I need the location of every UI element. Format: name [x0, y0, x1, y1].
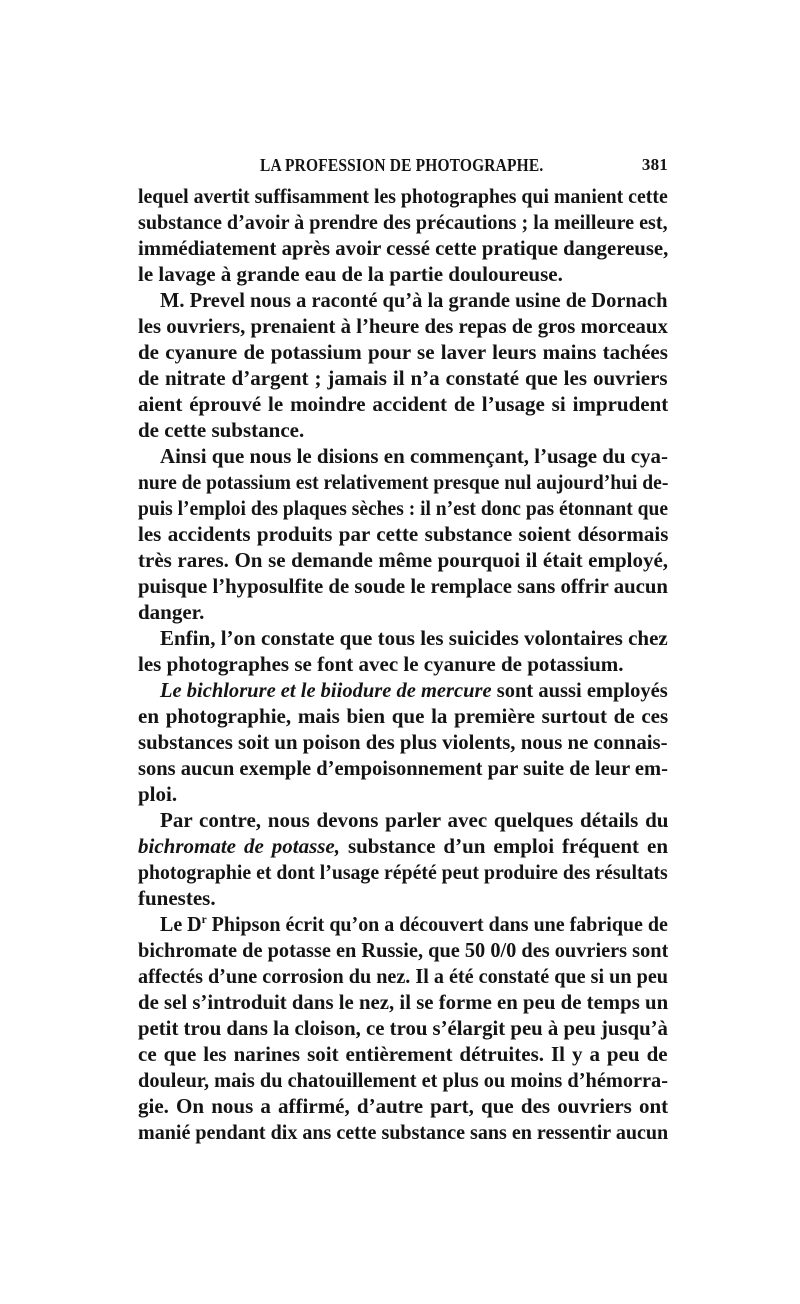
line-text: puis l’emploi des plaques sèches : il n’est donc pas étonnant que	[138, 496, 668, 520]
line-text: M. Prevel nous a raconté qu’à la grande usine de Dornach	[160, 288, 668, 312]
line-text: affectés d’une corrosion du nez. Il a été constaté que si un peu	[138, 964, 668, 988]
line-text: photographie et dont l’usage répété peut produire des résultats	[138, 860, 668, 884]
line-text: les photographes se font avec le cyanure de potassium.	[138, 652, 624, 676]
text-line	[138, 807, 668, 833]
line-text: substance d’avoir à prendre des précautions ; la meilleure est,	[138, 210, 668, 234]
text-line	[138, 625, 668, 651]
text-line	[138, 833, 668, 859]
text-line	[138, 495, 668, 521]
body-text	[138, 183, 668, 1145]
line-text: le lavage à grande eau de la partie douloureuse.	[138, 262, 563, 286]
line-text: aient éprouvé le moindre accident de l’usage si imprudent	[138, 392, 668, 416]
text-line	[138, 885, 668, 911]
line-text: de cyanure de potassium pour se laver leurs mains tachées	[138, 340, 668, 364]
page-number: 381	[641, 155, 668, 174]
text-line	[138, 235, 668, 261]
line-text: de sel s’introduit dans le nez, il se forme en peu de temps un	[138, 990, 668, 1014]
text-line	[138, 391, 668, 417]
text-line	[138, 339, 668, 365]
line-prefix: Le D	[160, 912, 202, 936]
text-line	[138, 859, 668, 885]
text-line	[138, 1015, 668, 1041]
text-line	[138, 547, 668, 573]
italic-term: Le bichlorure et le biiodure de mercure	[160, 678, 492, 702]
text-line	[138, 651, 668, 677]
italic-term: bichromate de potasse,	[138, 834, 340, 858]
running-title: LA PROFESSION DE PHOTOGRAPHE.	[260, 155, 544, 175]
line-text: de nitrate d’argent ; jamais il n’a constaté que les ouvriers	[138, 366, 668, 390]
line-text: les ouvriers, prenaient à l’heure des repas de gros morceaux	[138, 314, 668, 338]
text-line	[138, 573, 668, 599]
line-text: douleur, mais du chatouillement et plus ou moins d’hémorra-	[138, 1068, 668, 1092]
text-line	[138, 781, 668, 807]
page-header	[138, 152, 668, 182]
line-text: substances soit un poison des plus violents, nous ne connais-	[138, 730, 668, 754]
line-text: ploi.	[138, 782, 178, 806]
line-text: sons aucun exemple d’empoisonnement par suite de leur em-	[138, 756, 668, 780]
text-line	[138, 729, 668, 755]
line-text: sont aussi employés	[491, 678, 668, 702]
line-text: substance d’un emploi fréquent en	[340, 834, 668, 858]
text-line	[138, 313, 668, 339]
text-line	[138, 183, 668, 209]
superscript: r	[201, 912, 207, 926]
line-text: puisque l’hyposulfite de soude le remplace sans offrir aucun	[138, 574, 668, 598]
text-line	[138, 989, 668, 1015]
line-text: danger.	[138, 600, 205, 624]
line-text: lequel avertit suffisamment les photographes qui manient cette	[138, 184, 668, 208]
text-line	[138, 1093, 668, 1119]
text-line	[138, 443, 668, 469]
line-text: Enfin, l’on constate que tous les suicides volontaires chez	[160, 626, 668, 650]
text-line	[138, 1067, 668, 1093]
text-line	[138, 469, 668, 495]
line-text: Ainsi que nous le disions en commençant, l’usage du cya-	[160, 444, 668, 468]
text-line	[138, 755, 668, 781]
text-line	[138, 937, 668, 963]
line-text: Par contre, nous devons parler avec quelques détails du	[160, 808, 668, 832]
line-text: en photographie, mais bien que la première surtout de ces	[138, 704, 668, 728]
line-text: gie. On nous a affirmé, d’autre part, que des ouvriers ont	[138, 1094, 668, 1118]
text-line	[138, 287, 668, 313]
line-text: petit trou dans la cloison, ce trou s’élargit peu à peu jusqu’à	[138, 1016, 668, 1040]
text-line	[138, 963, 668, 989]
line-text: très rares. On se demande même pourquoi il était employé,	[138, 548, 668, 572]
text-line	[138, 599, 668, 625]
text-line	[138, 261, 668, 287]
text-line	[138, 521, 668, 547]
line-text: les accidents produits par cette substance soient désormais	[138, 522, 668, 546]
text-line	[138, 677, 668, 703]
text-line	[138, 911, 668, 937]
text-line	[138, 1119, 668, 1145]
text-line	[138, 703, 668, 729]
line-text: manié pendant dix ans cette substance sans en ressentir aucun	[138, 1120, 668, 1144]
line-text: nure de potassium est relativement presque nul aujourd’hui de-	[138, 470, 668, 494]
line-text: ce que les narines soit entièrement détruites. Il y a peu de	[138, 1042, 668, 1066]
line-text: funestes.	[138, 886, 216, 910]
line-text: de cette substance.	[138, 418, 305, 442]
text-line	[138, 209, 668, 235]
text-line	[138, 417, 668, 443]
line-text: immédiatement après avoir cessé cette pratique dangereuse,	[138, 236, 668, 260]
text-line	[138, 365, 668, 391]
text-line	[138, 1041, 668, 1067]
line-text: Phipson écrit qu’on a découvert dans une fabrique de	[206, 912, 668, 936]
line-text: bichromate de potasse en Russie, que 50 0/0 des ouvriers sont	[138, 938, 668, 962]
